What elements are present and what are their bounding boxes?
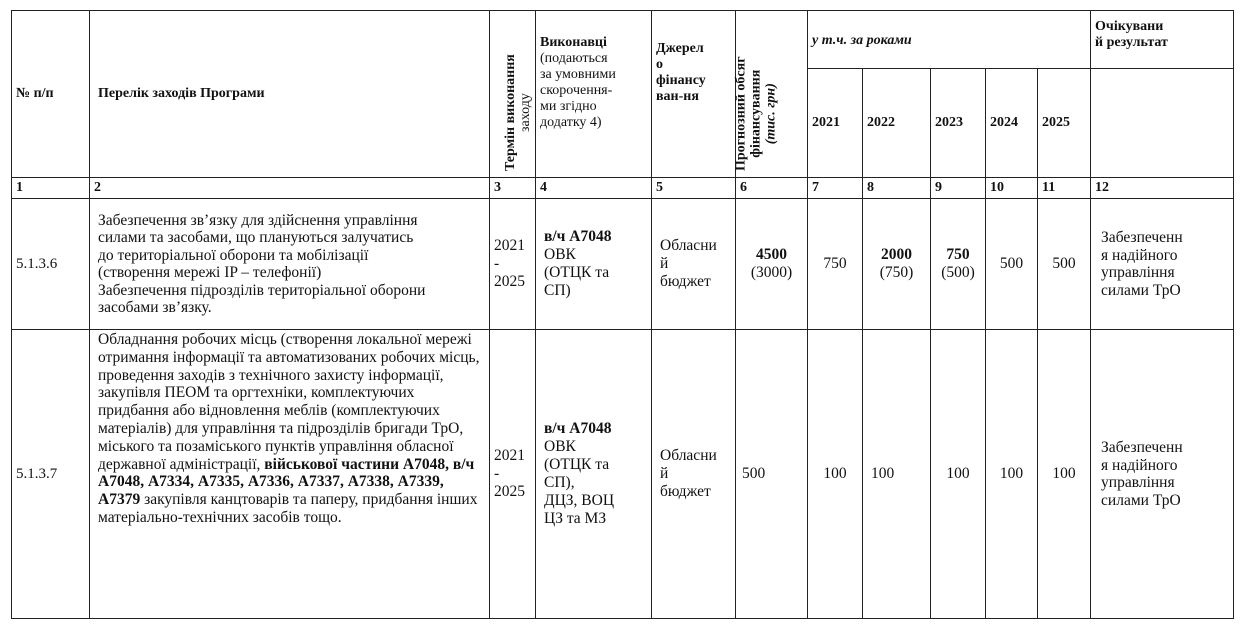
- row-2024: 100: [986, 330, 1038, 619]
- program-measures-table: [11, 10, 1234, 619]
- total-sub-value: (3000): [750, 264, 793, 281]
- year-sub-value: (750): [879, 264, 914, 281]
- header-measures: Перелік заходів Програми: [90, 11, 490, 178]
- term-end: 2025: [494, 273, 525, 290]
- header-year-2021: 2021: [808, 69, 863, 178]
- header-source-line-4: ван-ня: [656, 89, 699, 104]
- header-number: № п/п: [12, 11, 90, 178]
- row-term: [490, 199, 536, 330]
- table-row: [12, 199, 1234, 330]
- term-end: 2025: [494, 483, 525, 500]
- header-executors-note-3: скорочення-: [540, 83, 613, 98]
- header-executors-note-2: за умовними: [540, 67, 616, 82]
- row-2025: 500: [1038, 199, 1091, 330]
- year-value: 2000: [881, 246, 912, 263]
- row-measure: [90, 330, 490, 619]
- col-number-1: 1: [12, 178, 90, 199]
- header-source-line-3: фінансу: [656, 73, 706, 88]
- header-term-line1: Термін виконання: [503, 54, 518, 171]
- row-total: 500: [736, 330, 808, 619]
- executor-unit: в/ч А7048: [544, 420, 612, 437]
- header-term-line2: заходу: [518, 93, 533, 133]
- year-sub-value: (500): [941, 264, 975, 281]
- col-number-9: 9: [931, 178, 986, 199]
- header-years-label: у т.ч. за роками: [808, 11, 1091, 69]
- col-number-7: 7: [808, 178, 863, 199]
- header-row: [12, 11, 1234, 69]
- header-source-line-1: Джерел: [656, 41, 704, 56]
- row-total: [736, 199, 808, 330]
- row-2024: 500: [986, 199, 1038, 330]
- numbering-row: [12, 178, 1234, 199]
- row-2023: [931, 199, 986, 330]
- header-result-empty: [1091, 69, 1234, 178]
- row-id: 5.1.3.6: [12, 199, 90, 330]
- executor-line: ОВК: [544, 246, 576, 263]
- col-number-3: 3: [490, 178, 536, 199]
- row-2022: [863, 199, 931, 330]
- measure-line: Забезпечення підрозділів територіальної оборони: [98, 281, 426, 299]
- row-term: [490, 330, 536, 619]
- measure-text: закупівля канцтоварів та паперу, придбання інших матеріально-технічних засобів тощо.: [98, 491, 478, 526]
- row-executors: [536, 330, 652, 619]
- row-result: [1091, 199, 1234, 330]
- header-source-line-2: о: [656, 57, 663, 72]
- row-source: [652, 330, 736, 619]
- executor-unit: в/ч А7048: [544, 228, 612, 245]
- header-executors-note-4: ми згідно: [540, 99, 597, 114]
- source-line: й: [660, 465, 669, 482]
- header-forecast-line2: фінансування: [748, 69, 764, 158]
- measure-text: Обладнання робочих місць (створення локальної мережі отримання інформації та автоматизованих робочих місць, проведення заходів з технічного захисту інформації, закупівля ПЕОМ та оргтехніки, комплектуючих придбання або відновлення меблів (комплектуючих матеріалів) для управління та підрозділів бригади ТрО, міського та позаміського пунктів управління обласної державної адміністрації,: [98, 331, 480, 473]
- header-forecast-line3: (тис. грн): [763, 83, 779, 145]
- result-line: управління: [1101, 474, 1175, 491]
- header-result: [1091, 11, 1234, 69]
- executor-line: ДЦЗ, ВОЦ: [544, 492, 615, 509]
- measure-line: засобами зв’язку.: [98, 299, 212, 316]
- result-line: силами ТрО: [1101, 281, 1181, 299]
- row-2023: 100: [931, 330, 986, 619]
- term-start: 2021: [494, 237, 525, 254]
- row-result: [1091, 330, 1234, 619]
- executor-line: (ОТЦК та: [544, 264, 610, 281]
- source-line: бюджет: [660, 273, 711, 290]
- term-dash: -: [494, 465, 500, 482]
- total-value: 4500: [756, 246, 787, 263]
- col-number-5: 5: [652, 178, 736, 199]
- table-row: [12, 330, 1234, 619]
- header-year-2025: 2025: [1038, 69, 1091, 178]
- result-line: я надійного: [1101, 246, 1178, 264]
- header-executors-note-5: додатку 4): [540, 115, 602, 130]
- header-result-line-2: й результат: [1095, 35, 1168, 50]
- executor-line: ОВК: [544, 438, 576, 455]
- row-2021: 750: [808, 199, 863, 330]
- row-2022: 100: [863, 330, 931, 619]
- measure-line: (створення мережі IP – телефонії): [98, 264, 322, 281]
- header-executors-title: Виконавці: [540, 35, 607, 50]
- header-year-2022: 2022: [863, 69, 931, 178]
- result-line: я надійного: [1101, 456, 1178, 474]
- source-line: Обласни: [660, 447, 717, 464]
- header-result-line-1: Очікувани: [1095, 19, 1164, 34]
- header-executors: [536, 11, 652, 178]
- header-term: [490, 11, 536, 178]
- col-number-10: 10: [986, 178, 1038, 199]
- row-measure: [90, 199, 490, 330]
- col-number-2: 2: [90, 178, 490, 199]
- result-line: силами ТрО: [1101, 491, 1181, 509]
- col-number-8: 8: [863, 178, 931, 199]
- result-line: управління: [1101, 264, 1175, 281]
- header-year-2024: 2024: [986, 69, 1038, 178]
- header-year-2023: 2023: [931, 69, 986, 178]
- header-forecast-line1: Прогнозний обсяг: [733, 56, 749, 171]
- executor-line: (ОТЦК та: [544, 456, 610, 473]
- row-2021: 100: [808, 330, 863, 619]
- term-dash: -: [494, 255, 500, 272]
- source-line: Обласни: [660, 237, 717, 254]
- executor-line: СП): [544, 282, 571, 299]
- header-source: [652, 11, 736, 178]
- source-line: й: [660, 255, 669, 272]
- row-executors: [536, 199, 652, 330]
- row-source: [652, 199, 736, 330]
- col-number-6: 6: [736, 178, 808, 199]
- header-executors-note-1: (подаються: [540, 51, 608, 66]
- executor-line: ЦЗ та МЗ: [544, 510, 607, 527]
- col-number-4: 4: [536, 178, 652, 199]
- year-value: 750: [946, 246, 970, 263]
- executor-line: СП),: [544, 474, 575, 491]
- col-number-12: 12: [1091, 178, 1234, 199]
- measure-text-bold: військової частини А7048, в/ч А7048, А7334, А7335, А7336, А7337, А7338, А7339, А7379: [98, 455, 475, 509]
- term-start: 2021: [494, 447, 525, 464]
- row-id: 5.1.3.7: [12, 330, 90, 619]
- source-line: бюджет: [660, 483, 711, 500]
- measure-line: до територіальної оборони та мобілізації: [98, 246, 369, 264]
- header-forecast: [733, 11, 808, 178]
- measure-line: силами та засобами, що плануються залучатись: [98, 229, 414, 246]
- result-line: Забезпеченн: [1101, 439, 1183, 456]
- col-number-11: 11: [1038, 178, 1091, 199]
- result-line: Забезпеченн: [1101, 229, 1183, 246]
- row-2025: 100: [1038, 330, 1091, 619]
- measure-line: Забезпечення зв’язку для здійснення управління: [98, 211, 418, 229]
